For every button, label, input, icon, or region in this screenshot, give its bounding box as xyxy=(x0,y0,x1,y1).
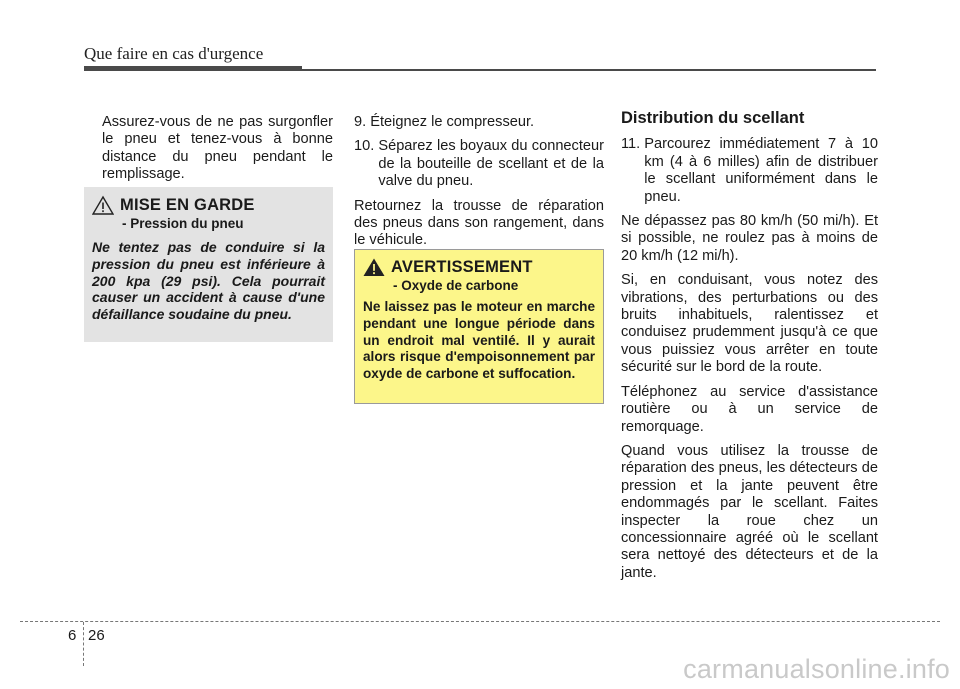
warning-title: AVERTISSEMENT xyxy=(391,257,533,276)
page-number: 26 xyxy=(88,627,105,644)
step-number: 11. xyxy=(621,136,645,153)
caution-body: Ne tentez pas de conduire si la pression du pneu est inférieure à 200 kpa (29 psi). Cela pourrait causer un accident à cause d'une défaillance soudaine du pneu. xyxy=(92,239,325,323)
speed-paragraph: Ne dépassez pas 80 km/h (50 mi/h). Et si possible, ne roulez pas à moins de 20 km/h (12 mi/h). xyxy=(621,213,878,264)
warning-subtitle: - Oxyde de carbone xyxy=(393,278,519,293)
sensor-paragraph: Quand vous utilisez la trousse de réparation des pneus, les détecteurs de pression et la jante peuvent être endommagés par le scellant. Faites inspecter la roue chez un concessionnaire agréé où le scellant sera nettoyé des détecteurs et de la jante. xyxy=(621,442,878,581)
caution-triangle-icon xyxy=(92,195,114,215)
footer-divider xyxy=(20,621,940,622)
section-heading: Distribution du scellant xyxy=(621,109,805,127)
assistance-paragraph: Téléphonez au service d'assistance routière ou à un service de remorquage. xyxy=(621,383,878,435)
warning-body: Ne laissez pas le moteur en marche pendant une longue période dans un endroit mal ventilé. Il y aurait alors risque d'empoisonnement par oxyde de carbone et suffocation. xyxy=(363,299,595,382)
footer-vertical-divider xyxy=(83,622,84,666)
caution-box xyxy=(84,187,333,342)
step-11 xyxy=(621,136,878,206)
header-rule-thin xyxy=(302,69,876,71)
inflation-caution-paragraph: Assurez-vous de ne pas surgonfler le pneu et tenez-vous à bonne distance du pneu pendant le remplissage. xyxy=(102,114,333,183)
warning-box xyxy=(354,249,604,404)
column-middle xyxy=(354,114,604,250)
page-title: Que faire en cas d'urgence xyxy=(84,44,264,63)
storage-paragraph: Retournez la trousse de réparation des pneus dans son rangement, dans le véhicule. xyxy=(354,197,604,249)
vibration-paragraph: Si, en conduisant, vous notez des vibrations, des perturbations ou des bruits inhabituels, ralentissez et conduisez prudemment jusqu'à ce que vous puissiez vous arrêter en toute sécurité sur le bord de la route. xyxy=(621,272,878,376)
caution-title-row xyxy=(92,195,325,215)
chapter-number: 6 xyxy=(68,627,77,644)
warning-title-row xyxy=(363,257,595,277)
caution-subtitle: - Pression du pneu xyxy=(122,216,244,231)
watermark: carmanualsonline.info xyxy=(683,654,950,684)
step-text: Éteignez le compresseur. xyxy=(370,114,535,130)
step-text: Séparez les boyaux du connecteur de la bouteille de scellant et de la valve du pneu. xyxy=(378,138,604,190)
column-right xyxy=(621,110,878,582)
step-number: 9. xyxy=(354,114,371,130)
step-text: Parcourez immédiatement 7 à 10 km (4 à 6 milles) afin de distribuer le scellant uniformément dans le pneu. xyxy=(644,136,878,205)
step-9 xyxy=(354,114,604,131)
header-rule xyxy=(84,66,302,71)
step-10 xyxy=(354,138,604,190)
warning-triangle-icon xyxy=(363,257,385,277)
column-left xyxy=(102,114,333,184)
step-number: 10. xyxy=(354,138,379,155)
caution-title: MISE EN GARDE xyxy=(120,195,255,214)
